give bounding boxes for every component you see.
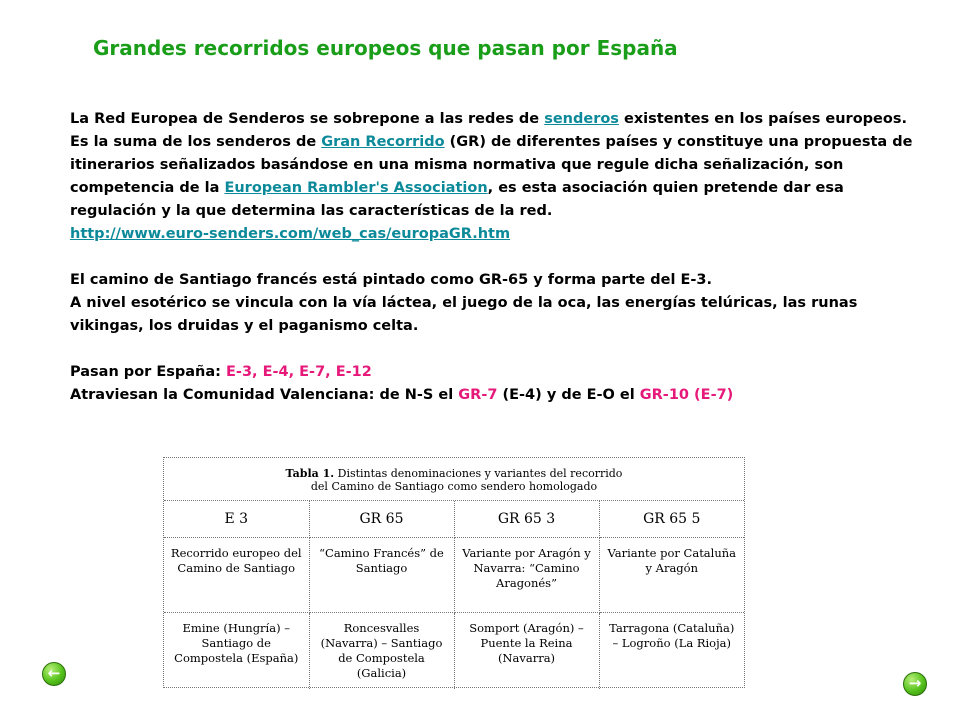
paragraph-esoterico: A nivel esotérico se vincula con la vía láctea, el juego de la oca, las energías telúricas, las runas vikingas, los druidas y el paganismo celta. xyxy=(70,295,858,334)
table-header: GR 65 xyxy=(309,501,454,538)
caption-text: Distintas denominaciones y variantes del recorrido xyxy=(334,467,623,480)
routes-table xyxy=(163,457,745,688)
paragraph-url xyxy=(70,223,915,246)
table-cell: Roncesvalles (Navarra) – Santiago de Compostela (Galicia) xyxy=(309,613,454,690)
paragraph-text: Es la suma de los senderos de xyxy=(70,134,322,150)
table-cell: Tarragona (Cataluña) – Logroño (La Rioja) xyxy=(609,621,735,650)
paragraph-text: (E-4) y de E-O el xyxy=(497,387,640,403)
european-ramblers-link[interactable]: European Rambler's Association xyxy=(224,180,488,196)
table-header: GR 65 3 xyxy=(454,501,599,538)
previous-arrow-icon[interactable]: ← xyxy=(42,662,66,686)
table-cell: Emine (Hungría) – Santiago de Compostela (España) xyxy=(164,613,309,690)
spacer xyxy=(70,338,915,361)
paragraph-comunidad-valenciana xyxy=(70,384,915,407)
table-header: E 3 xyxy=(164,501,309,538)
paragraph-camino-santiago: El camino de Santiago francés está pintado como GR-65 y forma parte del E-3. xyxy=(70,272,713,288)
variants-table xyxy=(164,501,744,689)
table-cell: “Camino Francés” de Santiago xyxy=(309,538,454,613)
article-body xyxy=(70,108,915,407)
next-arrow-icon[interactable]: → xyxy=(903,672,927,696)
paragraph-text: Pasan por España: xyxy=(70,364,227,380)
table-caption xyxy=(164,458,744,501)
paragraph-pasan-por-espana xyxy=(70,361,915,384)
paragraph-text: , es esta asociación quien pretende dar esa regulación y la que determina las características de la red. xyxy=(70,180,844,219)
route-gr7: GR-7 xyxy=(458,387,498,403)
paragraph-gran-recorrido xyxy=(70,131,915,223)
paragraph-red-europea xyxy=(70,108,915,131)
paragraph-text: Atraviesan la Comunidad Valenciana: de N-S el xyxy=(70,387,459,403)
route-gr10: GR-10 (E-7) xyxy=(639,387,734,403)
paragraph-text: (GR) de diferentes países y constituye una propuesta de itinerarios señalizados basándose en una misma normativa que regule dicha señalización, son competencia de la xyxy=(70,134,913,196)
page-title: Grandes recorridos europeos que pasan por España xyxy=(93,36,678,60)
senderos-link[interactable]: senderos xyxy=(544,111,619,127)
table-cell: Somport (Aragón) – Puente la Reina (Navarra) xyxy=(454,613,599,690)
table-cell: Recorrido europeo del Camino de Santiago xyxy=(164,538,309,613)
paragraph-text: existentes en los países europeos. xyxy=(618,111,907,127)
paragraph-text: La Red Europea de Senderos se sobrepone a las redes de xyxy=(70,111,545,127)
routes-list: E-3, E-4, E-7, E-12 xyxy=(226,364,372,380)
table-cell: Variante por Aragón y Navarra: “Camino Aragonés” xyxy=(454,538,599,613)
table-header-row xyxy=(164,501,744,538)
caption-label: Tabla 1. xyxy=(285,467,335,480)
euro-senders-url-link[interactable]: http://www.euro-senders.com/web_cas/europaGR.htm xyxy=(70,226,511,242)
table-row xyxy=(164,613,744,690)
spacer xyxy=(70,246,915,269)
gran-recorrido-link[interactable]: Gran Recorrido xyxy=(321,134,445,150)
table-header: GR 65 5 xyxy=(599,501,744,538)
table-cell: Variante por Cataluña y Aragón xyxy=(599,538,744,613)
caption-text: del Camino de Santiago como sendero homologado xyxy=(310,480,598,493)
table-row xyxy=(164,538,744,613)
